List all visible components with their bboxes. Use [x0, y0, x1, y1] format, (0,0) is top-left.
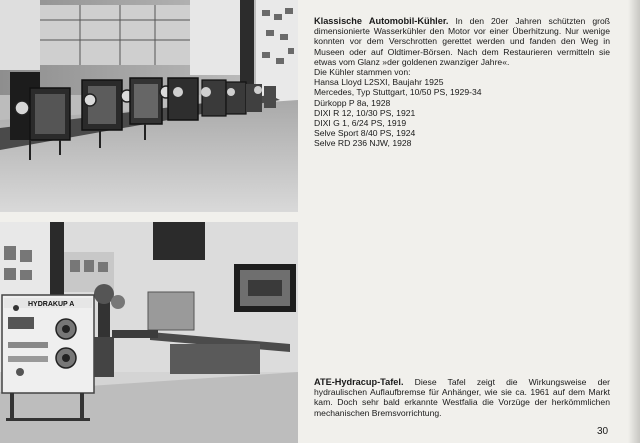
radiators-heading: Klassische Automobil-Kühler.	[314, 16, 449, 26]
list-item: DIXI R 12, 10/30 PS, 1921	[314, 107, 416, 118]
hydracup-heading: ATE-Hydracup-Tafel.	[314, 377, 404, 387]
radiators-text	[314, 16, 610, 149]
list-item: Dürkopp P 8a, 1928	[314, 97, 391, 108]
radiators-body: In den 20er Jahren schützten groß dimensionierte Wasserkühler den Motor vor einer Überhitzung. Nur wenige konnten vor dem Verschrotten gerettet werden und fanden den Weg in Museen oder auf Oldtimer-Börsen. Nach dem Restaurieren vermitteln sie etwas vom Glanz »der goldenen zwanziger Jahre«.	[314, 16, 610, 67]
radiators-list-intro: Die Kühler stammen von:	[314, 67, 411, 78]
list-item: Hansa Lloyd L2SXI, Baujahr 1925	[314, 77, 444, 88]
hydracup-photo-illustration	[0, 222, 298, 443]
radiators-photo-illustration	[0, 0, 298, 212]
radiators-list	[314, 67, 610, 149]
hydracup-text	[314, 377, 610, 418]
photo-radiators	[0, 0, 298, 212]
list-item: Selve Sport 8/40 PS, 1924	[314, 128, 416, 139]
board-sign-text: HYDRAKUP A	[28, 301, 75, 308]
list-item: DIXI G 1, 6/24 PS, 1919	[314, 118, 407, 129]
hydracup-body: Diese Tafel zeigt die Wirkungsweise der hydraulischen Auflaufbremse für Anhänger, wie sie ca. 1961 auf dem Markt kam. Doch sehr bald erkannte Westfalia die Vorzüge der herkömmlichen mechanischen Bremsvorrichtung.	[314, 377, 611, 418]
photo-hydracup-board	[0, 222, 298, 443]
page-edge-shadow	[628, 0, 640, 443]
list-item: Selve RD 236 NJW, 1928	[314, 138, 412, 149]
page-number: 30	[597, 426, 609, 437]
list-item: Mercedes, Typ Stuttgart, 10/50 PS, 1929-34	[314, 87, 482, 98]
